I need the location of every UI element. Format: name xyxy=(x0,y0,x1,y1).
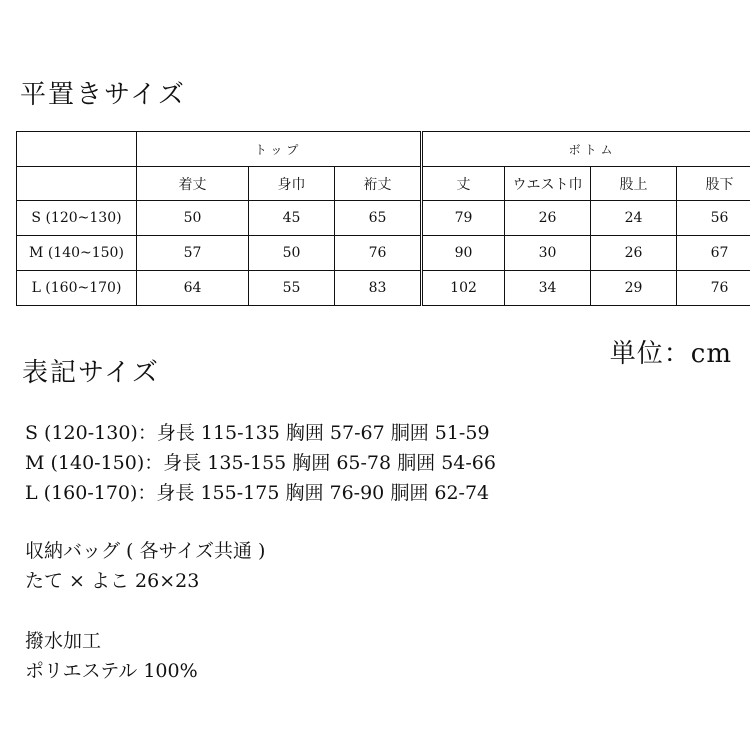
table-cell: 50 xyxy=(137,201,249,236)
material-note: ポリエステル 100% xyxy=(25,660,198,682)
table-cell: 64 xyxy=(137,271,249,306)
table-cell: 55 xyxy=(249,271,335,306)
table-cell: 67 xyxy=(677,236,750,271)
table-cell: 65 xyxy=(335,201,421,236)
table-cell: 26 xyxy=(505,201,591,236)
size-line-l: L (160-170)：身長 155-175 胸囲 76-90 胴囲 62-74 xyxy=(25,482,490,504)
bag-dimensions: たて × よこ 26×23 xyxy=(25,570,200,592)
table-cell: 57 xyxy=(137,236,249,271)
size-line-s: S (120-130)：身長 115-135 胸囲 57-67 胴囲 51-59 xyxy=(25,422,490,444)
row-label: L (160~170) xyxy=(17,271,137,306)
size-line-m: M (140-150)：身長 135-155 胸囲 65-78 胴囲 54-66 xyxy=(25,452,496,474)
column-header: 股下 xyxy=(677,167,750,201)
table-row xyxy=(17,201,750,236)
table-cell: 26 xyxy=(591,236,677,271)
row-label: S (120~130) xyxy=(17,201,137,236)
table-cell: 83 xyxy=(335,271,421,306)
table-cell: 50 xyxy=(249,236,335,271)
row-label: M (140~150) xyxy=(17,236,137,271)
water-repellent-note: 撥水加工 xyxy=(25,630,102,652)
corner-cell xyxy=(17,132,137,167)
column-header: 股上 xyxy=(591,167,677,201)
table-cell: 76 xyxy=(677,271,750,306)
flat-size-title: 平置きサイズ xyxy=(20,80,186,110)
table-cell: 90 xyxy=(423,236,505,271)
table-cell: 56 xyxy=(677,201,750,236)
group-top-header: トップ xyxy=(137,132,421,167)
table-cell: 34 xyxy=(505,271,591,306)
table-cell: 102 xyxy=(423,271,505,306)
table-row xyxy=(17,271,750,306)
unit-label: 単位：cm xyxy=(609,339,732,369)
table-cell: 29 xyxy=(591,271,677,306)
corner-cell xyxy=(17,167,137,201)
table-cell: 79 xyxy=(423,201,505,236)
table-cell: 24 xyxy=(591,201,677,236)
group-bottom-header: ボトム xyxy=(423,132,750,167)
table-row xyxy=(17,236,750,271)
group-header-row xyxy=(17,132,750,167)
column-header: 身巾 xyxy=(249,167,335,201)
size-table xyxy=(16,131,750,306)
column-header: 裄丈 xyxy=(335,167,421,201)
column-header: 着丈 xyxy=(137,167,249,201)
bag-title: 収納バッグ ( 各サイズ共通 ) xyxy=(25,540,266,562)
column-header: ウエスト巾 xyxy=(505,167,591,201)
table-cell: 45 xyxy=(249,201,335,236)
table-cell: 30 xyxy=(505,236,591,271)
label-size-title: 表記サイズ xyxy=(22,358,160,388)
table-cell: 76 xyxy=(335,236,421,271)
column-header: 丈 xyxy=(423,167,505,201)
column-header-row xyxy=(17,167,750,201)
